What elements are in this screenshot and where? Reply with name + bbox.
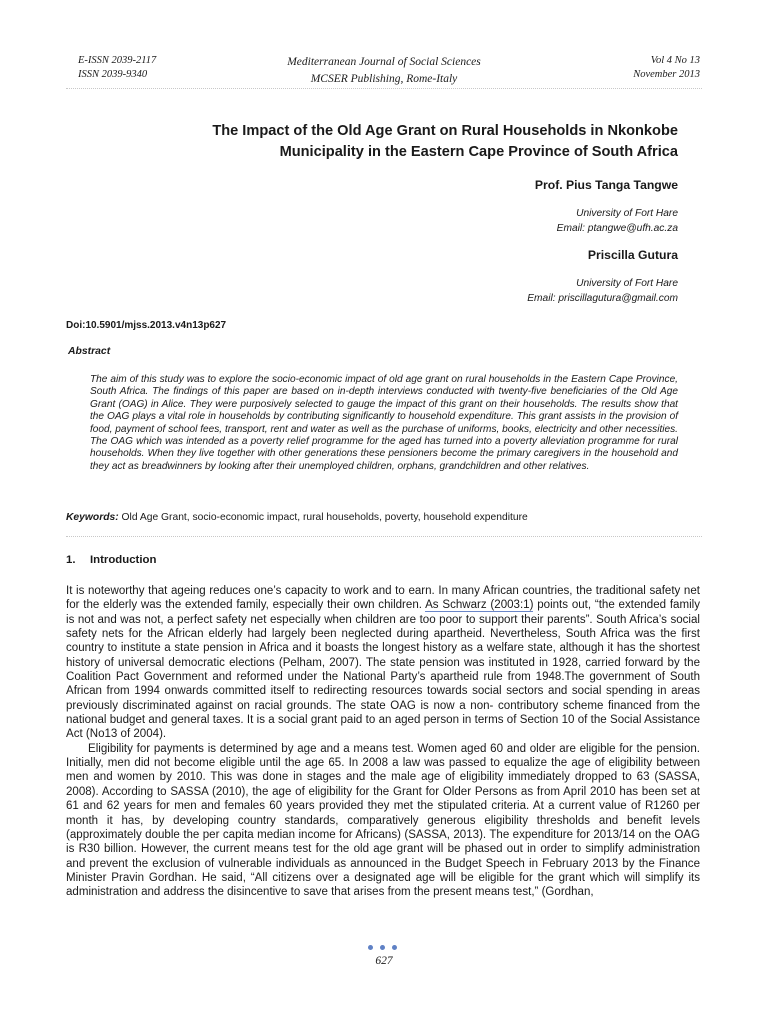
issn: ISSN 2039-9340: [78, 69, 148, 80]
volume-block: [633, 54, 700, 82]
author-1-name: Prof. Pius Tanga Tangwe: [534, 178, 678, 192]
journal-block: [66, 54, 702, 88]
body-text: [66, 584, 700, 900]
keywords: [66, 512, 688, 523]
author-2-name: Priscilla Gutura: [587, 248, 678, 262]
page-number: 627: [375, 955, 393, 967]
abstract-text: The aim of this study was to explore the socio-economic impact of old age grant on rural households in the Eastern Cape Province, South Africa. The findings of this paper are based on in-depth interviews conducted with twenty-five beneficiaries of the Old Age Grant (OAG) in Alice. They were purposively selected to gauge the impact of this grant on their households. The results show that the OAG plays a vital role in households by contributing significantly to household expenditure. This grant assists in the provision of food, payment of school fees, transport, rent and water as well as the purchase of uniforms, books, electricity and other necessities. The OAG which was intended as a poverty relief programme for the aged has turned into a poverty alleviation programme for rural households. When they live together with other generations these pensioners become the primary caregivers in the household and they act as breadwinners by looking after their unemployed children, orphans, grandchildren and other relatives.: [90, 374, 678, 472]
journal-name: Mediterranean Journal of Social Sciences: [287, 56, 481, 68]
section-title: Introduction: [90, 554, 157, 566]
keywords-list: Old Age Grant, socio-economic impact, rural households, poverty, household expenditure: [121, 512, 528, 523]
page-ornament: [368, 945, 400, 951]
abstract-heading: Abstract: [68, 346, 111, 357]
running-header: [66, 50, 702, 90]
author-2-affiliation-block: [527, 276, 678, 306]
title-line-1: The Impact of the Old Age Grant on Rural Households in Nkonkobe: [212, 123, 678, 139]
paragraph-1: [66, 584, 700, 742]
keywords-divider: [66, 536, 702, 537]
paragraph-1-text-b: points out, “the extended family is not and was not, a perfect safety net especially when children are too poor to support their parents”. South Africa’s social safety nets for the African elderly had largely been neglected during apartheid. Nevertheless, South Africa was the first country to institute a state pension in Africa and it boasts the longest history as a welfare state, although it has the shortest history of universal democratic elections (Pelham, 2007). The state pension was instituted in 1928, carried forward by the Coalition Pact Government and reformed under the National Party’s apartheid rule from 1948.The government of South African from 1994 onwards committed itself to redirecting resources towards social sectors and social spending in areas previously discriminated against on racial grounds. The state OAG is now a non- contributory scheme financed from the national budget and general taxes. It is a social grant paid to an aged person in terms of Section 10 of the Social Assistance Act (No13 of 2004).: [66, 599, 700, 741]
doi: Doi:10.5901/mjss.2013.v4n13p627: [66, 320, 227, 331]
citation-link[interactable]: As Schwarz (2003:1): [425, 599, 534, 612]
issue-date: November 2013: [633, 69, 700, 80]
keywords-label: Keywords:: [66, 512, 119, 523]
author-2-affiliation: University of Fort Hare: [576, 278, 678, 289]
title-line-2: Municipality in the Eastern Cape Province of South Africa: [279, 144, 678, 160]
author-1-affiliation-block: [557, 206, 678, 236]
publisher: MCSER Publishing, Rome-Italy: [310, 73, 458, 85]
ornament-dot: [368, 945, 373, 950]
author-1-affiliation: University of Fort Hare: [576, 208, 678, 219]
section-heading: [66, 554, 156, 566]
eissn: E-ISSN 2039-2117: [78, 55, 157, 66]
paragraph-1-text-a: It is noteworthy that ageing reduces one’s capacity to work and to earn. In many African countries, the traditional safety net for the elderly was the extended family, especially their own children.: [66, 585, 700, 612]
author-1-email: Email: ptangwe@ufh.ac.za: [556, 223, 678, 234]
volume: Vol 4 No 13: [650, 55, 700, 66]
author-2-email: Email: priscillagutura@gmail.com: [527, 293, 678, 304]
paper-title: [150, 121, 678, 163]
section-number: 1.: [66, 554, 76, 566]
ornament-dot: [380, 945, 385, 950]
header-divider: [66, 88, 702, 89]
ornament-dot: [392, 945, 397, 950]
paragraph-2: Eligibility for payments is determined by age and a means test. Women aged 60 and older are eligible for the pension. Initially, men did not become eligible until the age 65. In 2008 a law was passed to equalize the age of eligibility between men and women by 2010. This was done in stages and the male age of eligibility immediately dropped to 63 (SASSA, 2008). According to SASSA (2010), the age of eligibility for the Grant for Older Persons as from April 2010 has been set at 61 and 62 years for men and females 60 years provided they met the stipulated criteria. At a current value of R1260 per month it has, by developing country standards, comparatively generous eligibility thresholds and benefit levels (approximately double the per capita median income for Africans) (SASSA, 2013). The expenditure for 2013/14 on the OAG is R30 billion. However, the current means test for the old age grant will be phased out in order to simplify administration and prevent the exclusion of vulnerable individuals as announced in the Budget Speech in February 2013 by the Finance Minister Pravin Gordhan. He said, “All citizens over a designated age will be eligible for the grant which will simplify its administration and address the disincentive to save that arises from the present means test,” (Gordhan,: [66, 742, 700, 899]
